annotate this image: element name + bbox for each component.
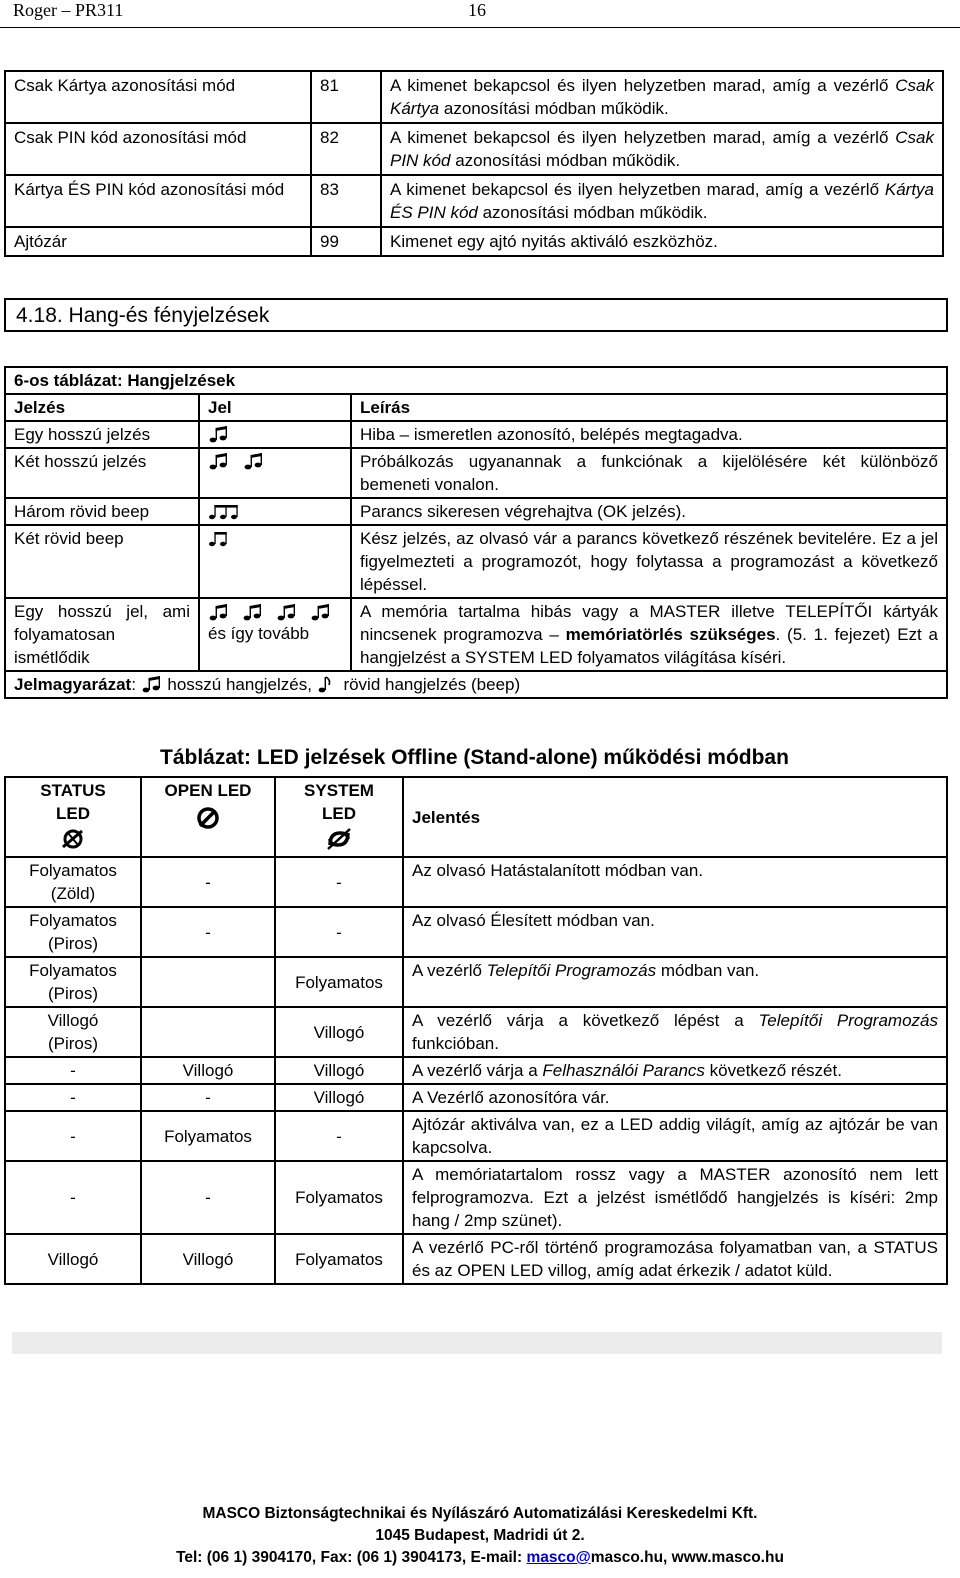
column-header: Jel [199,394,351,421]
meaning-cell: A memóriatartalom rossz vagy a MASTER azonosító nem lett felprogramozva. Ezt a jelzést ismétlődő hangjelzés is kíséri: 2mp hang / 2mp szünet). [403,1161,947,1234]
signal-name: Két hosszú jelzés [5,448,199,498]
mode-name: Csak PIN kód azonosítási mód [5,123,311,175]
status-cell: Villogó (Piros) [5,1007,141,1057]
meaning-cell: Az olvasó Élesített módban van. [403,907,947,957]
meaning-cell: Az olvasó Hatástalanított módban van. [403,857,947,907]
table-header-row [5,394,947,421]
meaning-cell: A vezérlő Telepítői Programozás módban van. [403,957,947,1007]
status-cell: Villogó [5,1234,141,1284]
double-eighth-note-icon [276,602,298,622]
mode-name: Ajtózár [5,227,311,256]
table-row [5,598,947,671]
status-cell: Folyamatos (Piros) [5,957,141,1007]
column-header: Leírás [351,394,947,421]
double-eighth-note-icon [208,602,230,622]
mode-code: 99 [311,227,381,256]
meaning-cell: A vezérlő várja a Felhasználói Parancs következő részét. [403,1057,947,1084]
led-signals-table [4,776,948,1285]
page-number: 16 [468,0,486,20]
signal-desc: Hiba – ismeretlen azonosító, belépés megtagadva. [351,421,947,448]
column-header: Jelzés [5,394,199,421]
led-table-title: Táblázat: LED jelzések Offline (Stand-alone) működési módban [160,746,789,769]
table-caption-row [5,367,947,394]
meaning-cell: Ajtózár aktiválva van, ez a LED addig világít, amíg az ajtózár be van kapcsolva. [403,1111,947,1161]
double-eighth-note-icon [208,424,230,444]
symbol-text: és így tovább [208,624,310,643]
table-row [5,1084,947,1111]
table-row [5,1161,947,1234]
table-header-row [5,777,947,857]
table-row [5,857,947,907]
system-cell: Villogó [275,1057,403,1084]
signal-name: Három rövid beep [5,498,199,525]
table-row [5,1111,947,1161]
meaning-cell: A Vezérlő azonosítóra vár. [403,1084,947,1111]
open-cell: Folyamatos [141,1111,275,1161]
legend-row [5,671,947,698]
system-cell: - [275,857,403,907]
table-row [5,421,947,448]
mode-name: Csak Kártya azonosítási mód [5,71,311,123]
system-led-header: SYSTEM LED [275,777,403,857]
footer-contact: Tel: (06 1) 3904170, Fax: (06 1) 3904173, E-mail: masco@masco.hu, www.masco.hu [176,1549,784,1566]
sound-signals-table [4,366,948,699]
status-cell: Folyamatos (Piros) [5,907,141,957]
table-row [5,957,947,1007]
signal-symbol [199,598,351,671]
signal-desc: A memória tartalma hibás vagy a MASTER illetve TELEPÍTŐI kártyák nincsenek programozva – memóriatörlés szükséges. (5. 1. fejezet) Ezt a hangjelzést a SYSTEM LED folyamatos világítása kíséri. [351,598,947,671]
system-cell: Folyamatos [275,1234,403,1284]
double-short-note-icon [208,528,232,548]
mode-code: 82 [311,123,381,175]
open-cell: - [141,1161,275,1234]
meaning-cell: A vezérlő PC-ről történő programozása folyamatban van, a STATUS és az OPEN LED villog, amíg adat érkezik / adatot küld. [403,1234,947,1284]
open-cell [141,957,275,1007]
status-cell: - [5,1111,141,1161]
table-row [5,71,943,123]
open-led-header: OPEN LED [141,777,275,857]
mode-code: 81 [311,71,381,123]
status-cell: - [5,1057,141,1084]
footer-address: 1045 Budapest, Madridi út 2. [375,1527,585,1544]
status-led-icon [60,827,86,851]
open-cell: - [141,1084,275,1111]
signal-name: Egy hosszú jelzés [5,421,199,448]
signal-symbol [199,448,351,498]
mode-desc: Kimenet egy ajtó nyitás aktiváló eszközhöz. [381,227,943,256]
mode-desc: A kimenet bekapcsol és ilyen helyzetben marad, amíg a vezérlő Kártya ÉS PIN kód azonosítási módban működik. [381,175,943,227]
open-cell: Villogó [141,1057,275,1084]
mode-desc: A kimenet bekapcsol és ilyen helyzetben marad, amíg a vezérlő Csak PIN kód azonosítási módban működik. [381,123,943,175]
system-cell: Folyamatos [275,957,403,1007]
legend: Jelmagyarázat: hosszú hangjelzés, rövid hangjelzés (beep) [5,671,947,698]
table-row [5,175,943,227]
signal-name: Két rövid beep [5,525,199,598]
double-eighth-note-icon [141,674,163,694]
system-cell: Villogó [275,1007,403,1057]
table-row [5,1057,947,1084]
signal-desc: Kész jelzés, az olvasó vár a parancs következő részének bevitelére. Ez a jel figyelmezteti a programozót, hogy folytassa a programozást a következő lépéssel. [351,525,947,598]
footer-company: MASCO Biztonságtechnikai és Nyílászáró Automatizálási Kereskedelmi Kft. [202,1505,758,1522]
open-cell: - [141,857,275,907]
table-row [5,1234,947,1284]
system-cell: Folyamatos [275,1161,403,1234]
table-row [5,123,943,175]
double-eighth-note-icon [208,451,230,471]
double-eighth-note-icon [310,602,332,622]
status-cell: Folyamatos (Zöld) [5,857,141,907]
table-row [5,227,943,256]
table-row [5,448,947,498]
signal-name: Egy hosszú jel, ami folyamatosan ismétlődik [5,598,199,671]
signal-symbol [199,421,351,448]
table-row [5,498,947,525]
open-cell: Villogó [141,1234,275,1284]
email-link[interactable]: masco@ [526,1549,591,1566]
table-caption: 6-os táblázat: Hangjelzések [5,367,947,394]
open-cell [141,1007,275,1057]
header-rule [0,27,960,28]
system-cell: Villogó [275,1084,403,1111]
double-eighth-note-icon [243,451,265,471]
triple-short-note-icon [208,501,242,521]
note-sequence [208,602,342,622]
open-cell: - [141,907,275,957]
signal-symbol [199,525,351,598]
system-cell: - [275,907,403,957]
status-cell: - [5,1084,141,1111]
eighth-note-icon [317,674,339,694]
status-cell: - [5,1161,141,1234]
status-led-header: STATUS LED [5,777,141,857]
meaning-cell: A vezérlő várja a következő lépést a Telepítői Programozás funkcióban. [403,1007,947,1057]
mode-code: 83 [311,175,381,227]
mode-desc: A kimenet bekapcsol és ilyen helyzetben marad, amíg a vezérlő Csak Kártya azonosítási módban működik. [381,71,943,123]
signal-desc: Próbálkozás ugyanannak a funkciónak a kijelölésére két különböző bemeneti vonalon. [351,448,947,498]
mode-name: Kártya ÉS PIN kód azonosítási mód [5,175,311,227]
system-cell: - [275,1111,403,1161]
output-modes-table [4,70,944,257]
meaning-header: Jelentés [403,777,947,857]
double-eighth-note-icon [242,602,264,622]
header-title: Roger – PR311 [13,0,124,20]
signal-desc: Parancs sikeresen végrehajtva (OK jelzés). [351,498,947,525]
open-led-icon [195,806,221,830]
system-led-icon [326,827,352,851]
section-heading-box [4,298,948,332]
table-row [5,1007,947,1057]
table-row [5,907,947,957]
table-row [5,525,947,598]
signal-symbol [199,498,351,525]
divider-bar [12,1332,942,1354]
section-heading: 4.18. Hang-és fényjelzések [16,304,270,327]
